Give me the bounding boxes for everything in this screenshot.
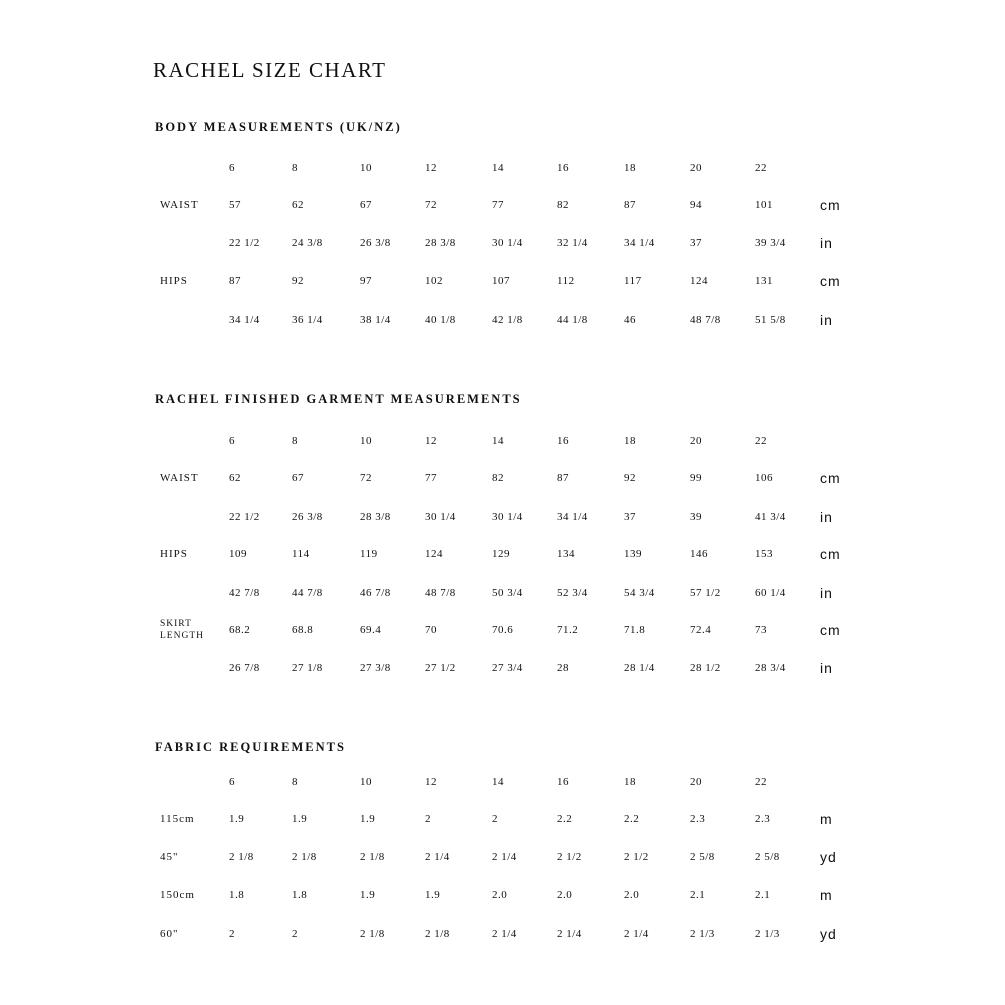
table-cell: 94 <box>690 199 702 211</box>
size-header: 14 <box>492 162 504 174</box>
table-cell: 62 <box>229 472 241 484</box>
table-cell: 26 3/8 <box>292 511 323 523</box>
table-cell: 2 1/4 <box>492 928 517 940</box>
table-cell: 34 1/4 <box>624 237 655 249</box>
size-header: 14 <box>492 435 504 447</box>
size-header: 6 <box>229 162 235 174</box>
table-cell: 1.9 <box>229 813 245 825</box>
unit-label: in <box>820 660 833 676</box>
table-cell: 82 <box>492 472 504 484</box>
table-cell: 2 1/3 <box>755 928 780 940</box>
size-header: 16 <box>557 776 569 788</box>
table-cell: 2 1/8 <box>425 928 450 940</box>
table-cell: 71.8 <box>624 624 646 636</box>
size-header: 22 <box>755 162 767 174</box>
table-cell: 28 3/4 <box>755 662 786 674</box>
table-cell: 27 3/8 <box>360 662 391 674</box>
size-header: 20 <box>690 435 702 447</box>
table-cell: 2 1/2 <box>557 851 582 863</box>
table-cell: 50 3/4 <box>492 587 523 599</box>
table-cell: 34 1/4 <box>229 314 260 326</box>
table-cell: 2.0 <box>492 889 508 901</box>
table-cell: 2 1/8 <box>360 851 385 863</box>
unit-label: m <box>820 811 833 827</box>
table-cell: 30 1/4 <box>425 511 456 523</box>
table-cell: 2.2 <box>557 813 573 825</box>
table-cell: 71.2 <box>557 624 579 636</box>
unit-label: yd <box>820 849 837 865</box>
table-cell: 2 1/8 <box>292 851 317 863</box>
page-title: RACHEL SIZE CHART <box>153 58 387 82</box>
size-header: 6 <box>229 435 235 447</box>
row-label: 115cm <box>160 813 195 825</box>
table-cell: 1.9 <box>360 889 376 901</box>
unit-label: yd <box>820 926 837 942</box>
table-cell: 117 <box>624 275 642 287</box>
table-cell: 109 <box>229 548 247 560</box>
section-heading: FABRIC REQUIREMENTS <box>155 740 346 754</box>
table-cell: 42 7/8 <box>229 587 260 599</box>
table-cell: 70.6 <box>492 624 514 636</box>
section-heading: RACHEL FINISHED GARMENT MEASUREMENTS <box>155 392 522 406</box>
unit-label: in <box>820 235 833 251</box>
row-label: HIPS <box>160 548 188 560</box>
table-cell: 129 <box>492 548 510 560</box>
table-cell: 57 1/2 <box>690 587 721 599</box>
row-label: SKIRT LENGTH <box>160 619 204 641</box>
table-cell: 2 1/3 <box>690 928 715 940</box>
table-cell: 68.2 <box>229 624 251 636</box>
table-cell: 27 1/8 <box>292 662 323 674</box>
table-cell: 39 3/4 <box>755 237 786 249</box>
size-header: 12 <box>425 776 437 788</box>
table-cell: 1.8 <box>292 889 308 901</box>
table-cell: 2.1 <box>755 889 771 901</box>
table-cell: 77 <box>492 199 504 211</box>
table-cell: 32 1/4 <box>557 237 588 249</box>
table-cell: 153 <box>755 548 773 560</box>
table-cell: 92 <box>292 275 304 287</box>
table-cell: 2.1 <box>690 889 706 901</box>
table-cell: 146 <box>690 548 708 560</box>
size-header: 8 <box>292 776 298 788</box>
table-cell: 131 <box>755 275 773 287</box>
table-cell: 114 <box>292 548 310 560</box>
table-cell: 2 1/8 <box>229 851 254 863</box>
table-cell: 46 <box>624 314 636 326</box>
size-header: 6 <box>229 776 235 788</box>
table-cell: 68.8 <box>292 624 314 636</box>
table-cell: 48 7/8 <box>690 314 721 326</box>
table-cell: 2.0 <box>624 889 640 901</box>
table-cell: 26 7/8 <box>229 662 260 674</box>
table-cell: 48 7/8 <box>425 587 456 599</box>
table-cell: 28 <box>557 662 569 674</box>
table-cell: 26 3/8 <box>360 237 391 249</box>
unit-label: in <box>820 585 833 601</box>
unit-label: in <box>820 312 833 328</box>
size-header: 20 <box>690 162 702 174</box>
table-cell: 77 <box>425 472 437 484</box>
table-cell: 42 1/8 <box>492 314 523 326</box>
size-header: 16 <box>557 435 569 447</box>
table-cell: 62 <box>292 199 304 211</box>
table-cell: 2 1/4 <box>557 928 582 940</box>
table-cell: 87 <box>557 472 569 484</box>
table-cell: 57 <box>229 199 241 211</box>
size-header: 20 <box>690 776 702 788</box>
table-cell: 38 1/4 <box>360 314 391 326</box>
table-cell: 1.9 <box>360 813 376 825</box>
table-cell: 39 <box>690 511 702 523</box>
table-cell: 124 <box>690 275 708 287</box>
table-cell: 52 3/4 <box>557 587 588 599</box>
table-cell: 2 1/4 <box>492 851 517 863</box>
table-cell: 28 1/2 <box>690 662 721 674</box>
row-label: 60" <box>160 928 179 940</box>
table-cell: 54 3/4 <box>624 587 655 599</box>
row-label: HIPS <box>160 275 188 287</box>
table-cell: 72.4 <box>690 624 712 636</box>
table-cell: 67 <box>292 472 304 484</box>
table-cell: 101 <box>755 199 773 211</box>
table-cell: 2 <box>425 813 431 825</box>
table-cell: 28 3/8 <box>425 237 456 249</box>
size-header: 8 <box>292 162 298 174</box>
table-cell: 2 <box>492 813 498 825</box>
table-cell: 41 3/4 <box>755 511 786 523</box>
unit-label: cm <box>820 197 841 213</box>
table-cell: 2 <box>229 928 235 940</box>
unit-label: cm <box>820 546 841 562</box>
section-heading: BODY MEASUREMENTS (UK/NZ) <box>155 120 402 134</box>
table-cell: 87 <box>624 199 636 211</box>
table-cell: 1.8 <box>229 889 245 901</box>
table-cell: 72 <box>360 472 372 484</box>
table-cell: 67 <box>360 199 372 211</box>
unit-label: m <box>820 887 833 903</box>
table-cell: 40 1/8 <box>425 314 456 326</box>
table-cell: 46 7/8 <box>360 587 391 599</box>
table-cell: 1.9 <box>292 813 308 825</box>
table-cell: 2.2 <box>624 813 640 825</box>
unit-label: cm <box>820 470 841 486</box>
table-cell: 22 1/2 <box>229 511 260 523</box>
table-cell: 102 <box>425 275 443 287</box>
table-cell: 73 <box>755 624 767 636</box>
table-cell: 70 <box>425 624 437 636</box>
table-cell: 36 1/4 <box>292 314 323 326</box>
table-cell: 107 <box>492 275 510 287</box>
size-header: 10 <box>360 435 372 447</box>
table-cell: 97 <box>360 275 372 287</box>
table-cell: 1.9 <box>425 889 441 901</box>
table-cell: 27 3/4 <box>492 662 523 674</box>
size-header: 18 <box>624 776 636 788</box>
table-cell: 82 <box>557 199 569 211</box>
table-cell: 139 <box>624 548 642 560</box>
table-cell: 2.0 <box>557 889 573 901</box>
table-cell: 112 <box>557 275 575 287</box>
table-cell: 2 1/2 <box>624 851 649 863</box>
table-cell: 27 1/2 <box>425 662 456 674</box>
unit-label: cm <box>820 622 841 638</box>
table-cell: 2 5/8 <box>690 851 715 863</box>
size-header: 22 <box>755 776 767 788</box>
size-header: 18 <box>624 435 636 447</box>
unit-label: in <box>820 509 833 525</box>
table-cell: 44 1/8 <box>557 314 588 326</box>
table-cell: 134 <box>557 548 575 560</box>
table-cell: 106 <box>755 472 773 484</box>
row-label: WAIST <box>160 472 199 484</box>
table-cell: 124 <box>425 548 443 560</box>
size-header: 14 <box>492 776 504 788</box>
table-cell: 2 1/8 <box>360 928 385 940</box>
row-label: 45" <box>160 851 179 863</box>
table-cell: 69.4 <box>360 624 382 636</box>
table-cell: 2.3 <box>755 813 771 825</box>
table-cell: 28 3/8 <box>360 511 391 523</box>
size-header: 18 <box>624 162 636 174</box>
table-cell: 2 1/4 <box>624 928 649 940</box>
table-cell: 44 7/8 <box>292 587 323 599</box>
table-cell: 30 1/4 <box>492 511 523 523</box>
table-cell: 92 <box>624 472 636 484</box>
table-cell: 37 <box>624 511 636 523</box>
table-cell: 22 1/2 <box>229 237 260 249</box>
table-cell: 28 1/4 <box>624 662 655 674</box>
table-cell: 99 <box>690 472 702 484</box>
table-cell: 72 <box>425 199 437 211</box>
table-cell: 2 <box>292 928 298 940</box>
table-cell: 87 <box>229 275 241 287</box>
size-header: 12 <box>425 435 437 447</box>
table-cell: 37 <box>690 237 702 249</box>
unit-label: cm <box>820 273 841 289</box>
table-cell: 24 3/8 <box>292 237 323 249</box>
table-cell: 30 1/4 <box>492 237 523 249</box>
size-header: 10 <box>360 162 372 174</box>
size-header: 10 <box>360 776 372 788</box>
table-cell: 2 1/4 <box>425 851 450 863</box>
size-header: 16 <box>557 162 569 174</box>
row-label: 150cm <box>160 889 195 901</box>
table-cell: 51 5/8 <box>755 314 786 326</box>
table-cell: 2 5/8 <box>755 851 780 863</box>
table-cell: 34 1/4 <box>557 511 588 523</box>
table-cell: 60 1/4 <box>755 587 786 599</box>
table-cell: 2.3 <box>690 813 706 825</box>
size-header: 22 <box>755 435 767 447</box>
size-header: 8 <box>292 435 298 447</box>
table-cell: 119 <box>360 548 378 560</box>
size-header: 12 <box>425 162 437 174</box>
row-label: WAIST <box>160 199 199 211</box>
